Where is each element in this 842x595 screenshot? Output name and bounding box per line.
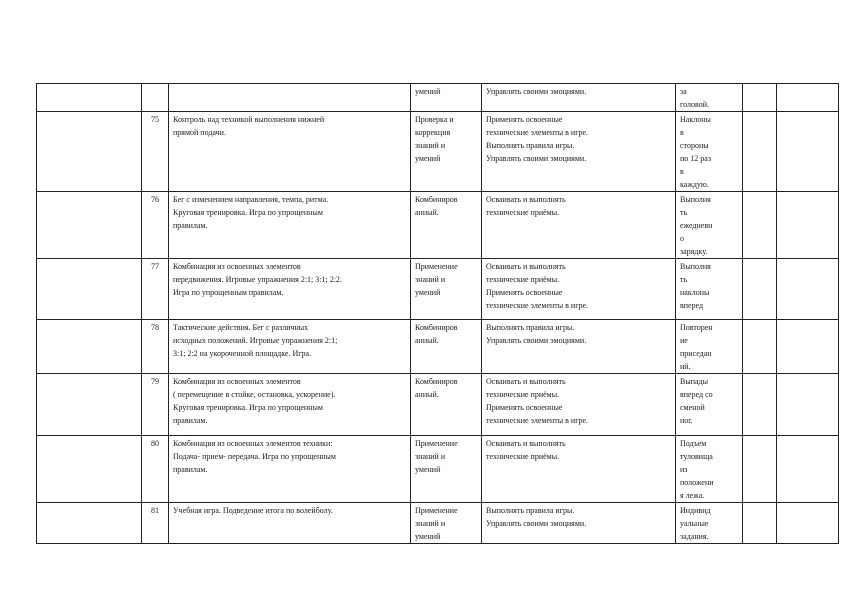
hw-cell	[676, 259, 743, 320]
empty-cell	[743, 259, 777, 320]
hw-cell	[676, 320, 743, 374]
topic-line: Круговая тренировка. Игра по упрощенным	[173, 403, 323, 412]
type-line: умений	[415, 87, 441, 96]
topic-line: Круговая тренировка. Игра по упрощенным	[173, 208, 323, 217]
type-line: умений	[415, 288, 441, 297]
hw-cell	[676, 503, 743, 544]
hw-line: ий.	[680, 362, 691, 371]
hw-line: о	[680, 234, 684, 243]
type-line: знаний и	[415, 519, 446, 528]
table-row	[37, 436, 839, 503]
type-line: анный.	[415, 390, 439, 399]
uud-line: Управлять своими эмоциями.	[486, 519, 587, 528]
type-line: умений	[415, 465, 441, 474]
topic-line: правилам.	[173, 221, 208, 230]
type-line: Применение	[415, 262, 458, 271]
uud-line: технические элементы в игре.	[486, 301, 589, 310]
empty-cell	[37, 374, 142, 436]
hw-line: Повторен	[680, 323, 713, 332]
type-cell	[411, 436, 482, 503]
uud-line: Применять освоенные	[486, 403, 563, 412]
topic-line: Комбинация из освоенных элементов	[173, 377, 301, 386]
table-row	[37, 503, 839, 544]
hw-line: уальные	[680, 519, 709, 528]
type-line: коррекция	[415, 128, 451, 137]
uud-cell	[482, 192, 676, 259]
topic-line: правилам.	[173, 465, 208, 474]
type-line: Применение	[415, 506, 458, 515]
empty-cell	[777, 320, 839, 374]
hw-line: в	[680, 167, 684, 176]
type-line: анный.	[415, 336, 439, 345]
topic-line: правилам.	[173, 416, 208, 425]
uud-line: Выполнять правила игры.	[486, 141, 575, 150]
hw-line: ие	[680, 336, 688, 345]
uud-line: Применять освоенные	[486, 288, 563, 297]
num-cell: 80	[142, 436, 169, 503]
hw-line: Выпады	[680, 377, 708, 386]
topic-cell	[169, 374, 411, 436]
type-line: Комбиниров	[415, 323, 458, 332]
hw-line: ть	[680, 275, 688, 284]
table-row	[37, 192, 839, 259]
num-cell: 75	[142, 112, 169, 192]
empty-cell	[37, 503, 142, 544]
topic-line: Игра по упрощенным правилам.	[173, 288, 284, 297]
empty-cell	[37, 259, 142, 320]
hw-cell	[676, 192, 743, 259]
type-cell	[411, 84, 482, 112]
hw-line: вперед со	[680, 390, 713, 399]
type-line: знаний и	[415, 141, 446, 150]
table-row	[37, 259, 839, 320]
topic-cell	[169, 192, 411, 259]
type-line: знаний и	[415, 452, 446, 461]
hw-line: я лежа.	[680, 491, 705, 500]
uud-line: технические приёмы.	[486, 390, 560, 399]
uud-cell	[482, 84, 676, 112]
uud-line: Осваивать и выполнять	[486, 195, 566, 204]
uud-line: Управлять своими эмоциями.	[486, 87, 587, 96]
type-line: умений	[415, 532, 441, 541]
topic-line: передвижения. Игровые упражнения 2:1; 3:1; 2:2.	[173, 275, 342, 284]
uud-cell	[482, 374, 676, 436]
empty-cell	[777, 259, 839, 320]
hw-line: сменой	[680, 403, 705, 412]
num-cell: 79	[142, 374, 169, 436]
hw-line: ть	[680, 208, 688, 217]
type-cell	[411, 259, 482, 320]
num-cell: 76	[142, 192, 169, 259]
empty-cell	[777, 112, 839, 192]
type-cell	[411, 320, 482, 374]
uud-cell	[482, 259, 676, 320]
num-cell	[142, 84, 169, 112]
hw-line: туловища	[680, 452, 713, 461]
topic-cell	[169, 503, 411, 544]
hw-line: из	[680, 465, 688, 474]
type-cell	[411, 192, 482, 259]
type-cell	[411, 503, 482, 544]
hw-line: головой.	[680, 100, 709, 109]
empty-cell	[37, 112, 142, 192]
num-cell: 77	[142, 259, 169, 320]
uud-line: технические приёмы.	[486, 452, 560, 461]
topic-line: прямой подачи.	[173, 128, 226, 137]
uud-cell	[482, 320, 676, 374]
type-line: умений	[415, 154, 441, 163]
empty-cell	[37, 320, 142, 374]
empty-cell	[743, 503, 777, 544]
type-line: Комбиниров	[415, 377, 458, 386]
uud-line: технические элементы в игре.	[486, 416, 589, 425]
uud-line: Выполнять правила игры.	[486, 323, 575, 332]
topic-line: исходных положений. Игровые упражнения 2:1;	[173, 336, 338, 345]
uud-cell	[482, 112, 676, 192]
hw-line: Выполня	[680, 262, 711, 271]
topic-line: Тактические действия. Бег с различных	[173, 323, 309, 332]
table-row	[37, 84, 839, 112]
hw-line: ежедневн	[680, 221, 713, 230]
table-row	[37, 320, 839, 374]
type-cell	[411, 374, 482, 436]
hw-line: приседан	[680, 349, 712, 358]
hw-line: Подъем	[680, 439, 707, 448]
type-cell	[411, 112, 482, 192]
empty-cell	[37, 192, 142, 259]
hw-line: каждую.	[680, 180, 709, 189]
topic-cell	[169, 436, 411, 503]
uud-line: Управлять своими эмоциями.	[486, 336, 587, 345]
empty-cell	[743, 320, 777, 374]
topic-line: Учебная игра. Подведение итога по волейболу.	[173, 506, 333, 515]
hw-line: задания.	[680, 532, 709, 541]
uud-cell	[482, 503, 676, 544]
uud-line: Применять освоенные	[486, 115, 563, 124]
hw-line: Наклоны	[680, 115, 711, 124]
topic-line: 3:1; 2:2 на укороченной площадке. Игра.	[173, 349, 312, 358]
empty-cell	[777, 84, 839, 112]
empty-cell	[777, 374, 839, 436]
lesson-plan-body	[37, 84, 839, 544]
hw-cell	[676, 374, 743, 436]
type-line: Применение	[415, 439, 458, 448]
topic-line: ( перемещение в стойке, остановка, ускорение).	[173, 390, 336, 399]
topic-cell	[169, 84, 411, 112]
uud-line: Осваивать и выполнять	[486, 262, 566, 271]
uud-line: технические приёмы.	[486, 275, 560, 284]
num-cell: 81	[142, 503, 169, 544]
hw-line: наклоны	[680, 288, 710, 297]
empty-cell	[37, 84, 142, 112]
uud-cell	[482, 436, 676, 503]
hw-line: положени	[680, 478, 714, 487]
empty-cell	[37, 436, 142, 503]
table-row	[37, 112, 839, 192]
hw-line: в	[680, 128, 684, 137]
hw-line: Выполня	[680, 195, 711, 204]
topic-line: Подача- прием- передача. Игра по упрощенным	[173, 452, 336, 461]
uud-line: Осваивать и выполнять	[486, 377, 566, 386]
hw-cell	[676, 112, 743, 192]
hw-line: ног.	[680, 416, 693, 425]
hw-line: стороны	[680, 141, 709, 150]
topic-cell	[169, 320, 411, 374]
hw-line: по 12 раз	[680, 154, 711, 163]
hw-line: вперед	[680, 301, 704, 310]
empty-cell	[777, 503, 839, 544]
topic-line: Бег с изменением направления, темпа, ритма.	[173, 195, 329, 204]
empty-cell	[743, 436, 777, 503]
empty-cell	[743, 374, 777, 436]
empty-cell	[743, 112, 777, 192]
uud-line: Управлять своими эмоциями.	[486, 154, 587, 163]
topic-cell	[169, 259, 411, 320]
topic-cell	[169, 112, 411, 192]
type-line: Проверка и	[415, 115, 454, 124]
hw-cell	[676, 84, 743, 112]
lesson-plan-table	[36, 83, 839, 544]
empty-cell	[743, 84, 777, 112]
hw-line: за	[680, 87, 687, 96]
uud-line: технические элементы в игре.	[486, 128, 589, 137]
uud-line: Осваивать и выполнять	[486, 439, 566, 448]
topic-line: Комбинация из освоенных элементов	[173, 262, 301, 271]
hw-line: Индивид	[680, 506, 711, 515]
empty-cell	[777, 436, 839, 503]
topic-line: Контроль над техникой выполнения нижней	[173, 115, 325, 124]
type-line: знаний и	[415, 275, 446, 284]
type-line: анный.	[415, 208, 439, 217]
topic-line: Комбинация из освоенных элементов техники:	[173, 439, 333, 448]
table-row	[37, 374, 839, 436]
empty-cell	[743, 192, 777, 259]
uud-line: технические приёмы.	[486, 208, 560, 217]
uud-line: Выполнять правила игры.	[486, 506, 575, 515]
hw-line: зарядку.	[680, 247, 708, 256]
type-line: Комбиниров	[415, 195, 458, 204]
hw-cell	[676, 436, 743, 503]
empty-cell	[777, 192, 839, 259]
num-cell: 78	[142, 320, 169, 374]
